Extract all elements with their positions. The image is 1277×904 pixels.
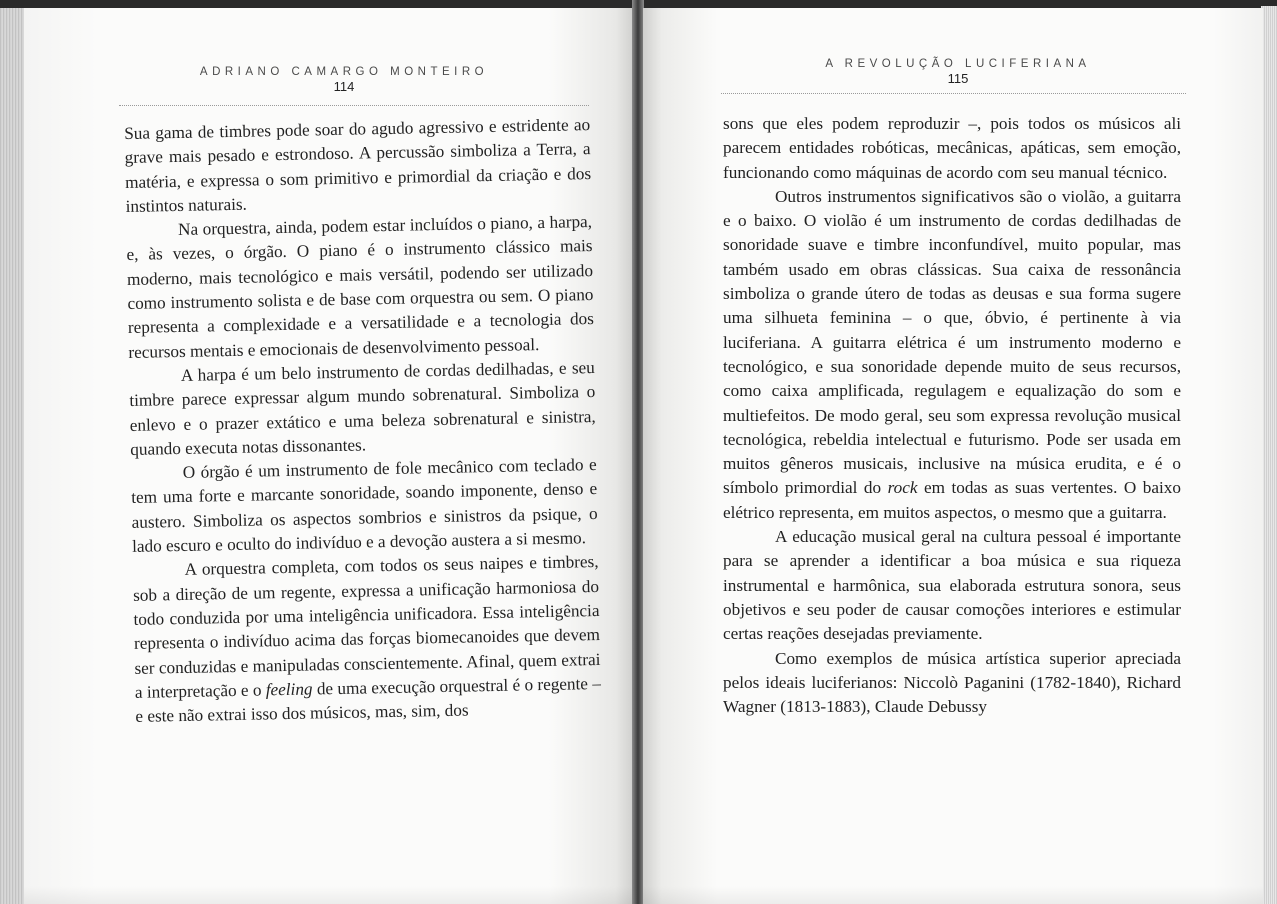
- left-page-body: [124, 113, 602, 729]
- page-number-right: 115: [947, 71, 969, 86]
- page-shadow-right: [643, 886, 1263, 904]
- running-title-author: ADRIANO CAMARGO MONTEIRO: [199, 66, 489, 78]
- rock-emphasis: rock: [887, 478, 918, 498]
- header-rule-right: [721, 93, 1186, 94]
- orchestra-text-end: de uma execução orquestral é o regente – e este não extrai isso dos músicos, mas, sim, dos: [135, 673, 602, 727]
- orchestra-text-start: A orquestra completa, com todos os seus naipes e timbres, sob a direção de um regente, expressa a unificação harmoniosa do todo conduzida por uma inteligência unificadora. Essa inteligência representa o indivíduo acima das forças biomecanoides que devem ser conduzidas e manipuladas conscientemente. Afinal, quem extrai a interpretação e o: [132, 552, 601, 702]
- left-page-header: [114, 66, 574, 94]
- paragraph-percussion: Sua gama de timbres pode soar do agudo agressivo e estridente ao grave mais pesado e estrondoso. A percussão simboliza a Terra, a matéria, e expressa o som primitivo e primordial da criação e dos instintos naturais.: [124, 115, 592, 216]
- paragraph-organ: O órgão é um instrumento de fole mecânico com teclado e tem uma forte e marcante sonoridade, soando imponente, denso e austero. Simboliza os aspectos sombrios e sinistros da psique, o lado escuro e oculto do indivíduo e a devoção austera a si mesmo.: [131, 455, 598, 556]
- right-page: [643, 8, 1263, 904]
- paragraph-harp: A harpa é um belo instrumento de cordas dedilhadas, e seu timbre parece expressar algum mundo sobrenatural. Simboliza o enlevo e o prazer extático e uma beleza sobrenatural e sinistra, quando executa notas dissonantes.: [129, 357, 596, 459]
- paragraph-instruments: [723, 185, 1181, 525]
- page-shadow-left: [24, 886, 634, 904]
- left-page: [24, 8, 634, 904]
- instruments-text-start: Outros instrumentos significativos são o violão, a guitarra e o baixo. O violão é um instrumento de cordas dedilhadas de sonoridade suave e timbre inconfundível, muito popular, mas também usado em obras clássicas. Sua caixa de ressonância simboliza o grande útero de todas as deusas e sua forma sugere uma silhueta feminina – o que, óbvio, é pertinente à via luciferiana. A guitarra elétrica é um instrumento moderno e tecnológico, e sua sonoridade depende muito de seus recursos, como caixa amplificada, regulagem e equalização do som e multiefeitos. De modo geral, seu som expressa revolução musical tecnológica, rebeldia intelectual e futurismo. Pode ser usada em muitos gêneros musicais, inclusive na música erudita, e é o símbolo primordial do: [723, 186, 1181, 498]
- paragraph-examples: Como exemplos de música artística superior apreciada pelos ideais luciferianos: Niccolò Paganini (1782-1840), Richard Wagner (1813-1883), Claude Debussy: [723, 648, 1181, 717]
- instruments-text-end: em todas as suas vertentes. O baixo elétrico representa, em muitos aspectos, o mesmo que a guitarra.: [723, 478, 1181, 522]
- running-title-book: A REVOLUÇÃO LUCIFERIANA: [825, 58, 1091, 70]
- page-stack-edges-right: [1261, 6, 1277, 904]
- feeling-emphasis: feeling: [265, 679, 313, 700]
- paragraph-orchestra: [132, 550, 601, 729]
- page-stack-edges-left: [0, 8, 26, 904]
- paragraph-piano: Na orquestra, ainda, podem estar incluídos o piano, a harpa, e, às vezes, o órgão. O piano é o instrumento clássico mais moderno, mais tecnológico e mais versátil, podendo ser utilizado como instrumento solista e de base com orquestra ou sem. O piano representa a complexidade e a versatilidade e a tecnologia dos recursos mentais e emocionais de desenvolvimento pessoal.: [126, 212, 595, 362]
- paragraph-continuation: sons que eles podem reproduzir –, pois todos os músicos ali parecem entidades robóticas, mecânicas, apáticas, sem emoção, funcionando como máquinas de acordo com seu manual técnico.: [723, 114, 1181, 182]
- header-rule-left: [119, 105, 589, 106]
- right-page-header: [713, 58, 1203, 86]
- paragraph-education: A educação musical geral na cultura pessoal é importante para se aprender a identificar a boa música e sua riqueza instrumental e harmônica, sua elaborada estrutura sonora, seus objetivos e seu poder de causar comoções interiores e estimular certas reações desejadas previamente.: [723, 527, 1181, 644]
- right-page-body: [723, 112, 1181, 719]
- page-number-left: 114: [333, 79, 355, 94]
